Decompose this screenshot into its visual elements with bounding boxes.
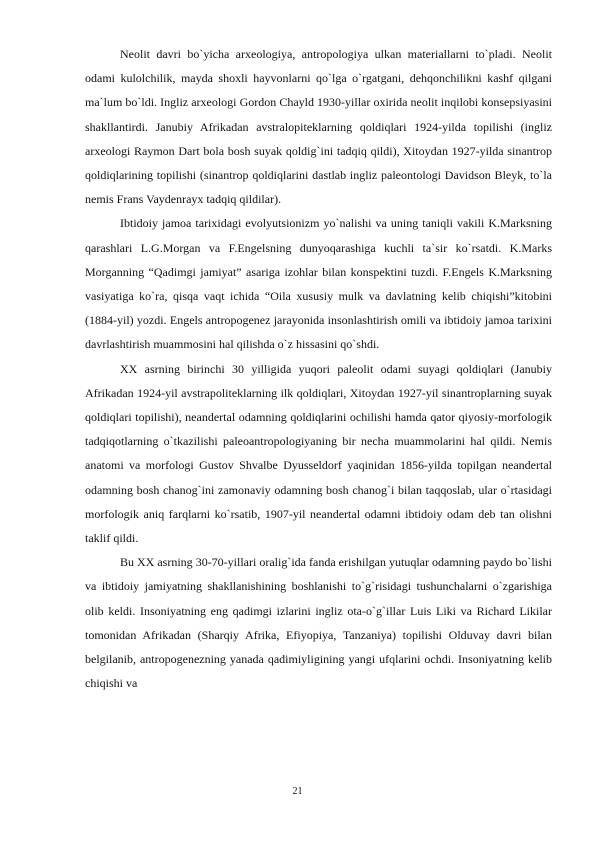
paragraph-olduvai: Bu XX asrning 30-70-yillari oralig`ida fanda erishilgan yutuqlar odamning paydo bo`lishi va ibtidoiy jamiyatning shakllanishining boshlanishi to`g`risidagi tushunchalarni o`zgarishiga olib keldi. Insoniyatning eng qadimgi izlarini ingliz ota-o`g`illar Luis Liki va Richard Likilar tomonidan Afrikadan (Sharqiy Afrika, Efiyopiya, Tanzaniya) topilishi Olduvay davri bilan belgilanib, antropogenezning yanada qadimiyligining yangi ufqlarini ochdi. Insoniyatning kelib chiqishi va xyxy=(85,555,552,691)
paragraph-neolithic: Neolit davri bo`yicha arxeologiya, antropologiya ulkan materiallarni to`pladi. Neolit odami kulolchilik, mayda shoxli hayvonlarni qo`lga o`rgatgani, dehqonchilikni kashf qilgani ma`lum bo`ldi. Ingliz arxeologi Gordon Chayld 1930-yillar oxirida neolit inqilobi konsepsiyasini shakllantirdi. Janubiy Afrikadan avstralopiteklarning qoldiqlari 1924-yilda topilishi (ingliz arxeologi Raymon Dart bola bosh suyak qoldig`ini tadqiq qildi), Xitoydan 1927-yilda sinantrop qoldiqlarining topilishi (sinantrop qoldiqlarini dastlab ingliz paleontologi Davidson Bleyk, to`la nemis Frans Vaydenrayx tadqiq qildilar). xyxy=(85,47,552,207)
text-body xyxy=(85,42,552,695)
paragraph-paleoanthropology: XX asrning birinchi 30 yilligida yuqori paleolit odami suyagi qoldiqlari (Janubiy Afrikadan 1924-yil avstrapoliteklarning ilk qoldiqlari, Xitoydan 1927-yil sinantroplarning suyak qoldiqlari topilishi), neandertal odamning qoldiqlarini ochilishi hamda qator qiyosiy-morfologik tadqiqotlarning o`tkazilishi paleoantropologiyaning bir necha muammolarini hal qildi. Nemis anatomi va morfologi Gustov Shvalbe Dyusseldorf yaqinidan 1856-yilda topilgan neandertal odamning bosh chanog`ini zamonaviy odamning bosh chanog`i bilan taqqoslab, ular o`rtasidagi morfologik aniq farqlarni ko`rsatib, 1907-yil neandertal odamni ibtidoiy odam deb tan olishni taklif qildi. xyxy=(85,361,552,546)
page-number: 21 xyxy=(292,786,303,797)
paragraph-evolutionism: Ibtidoiy jamoa tarixidagi evolyutsionizm yo`nalishi va uning taniqli vakili K.Marksning qarashlari L.G.Morgan va F.Engelsning dunyoqarashiga kuchli ta`sir ko`rsatdi. K.Marks Morganning “Qadimgi jamiyat” asariga izohlar bilan konspektini tuzdi. F.Engels K.Marksning vasiyatiga ko`ra, qisqa vaqt ichida “Oila xususiy mulk va davlatning kelib chiqishi”kitobini (1884-yil) yozdi. Engels antropogenez jarayonida insonlashtirish omili va ibtidoiy jamoa tarixini davrlashtirish muammosini hal qilishda o`z hissasini qo`shdi. xyxy=(85,216,552,352)
